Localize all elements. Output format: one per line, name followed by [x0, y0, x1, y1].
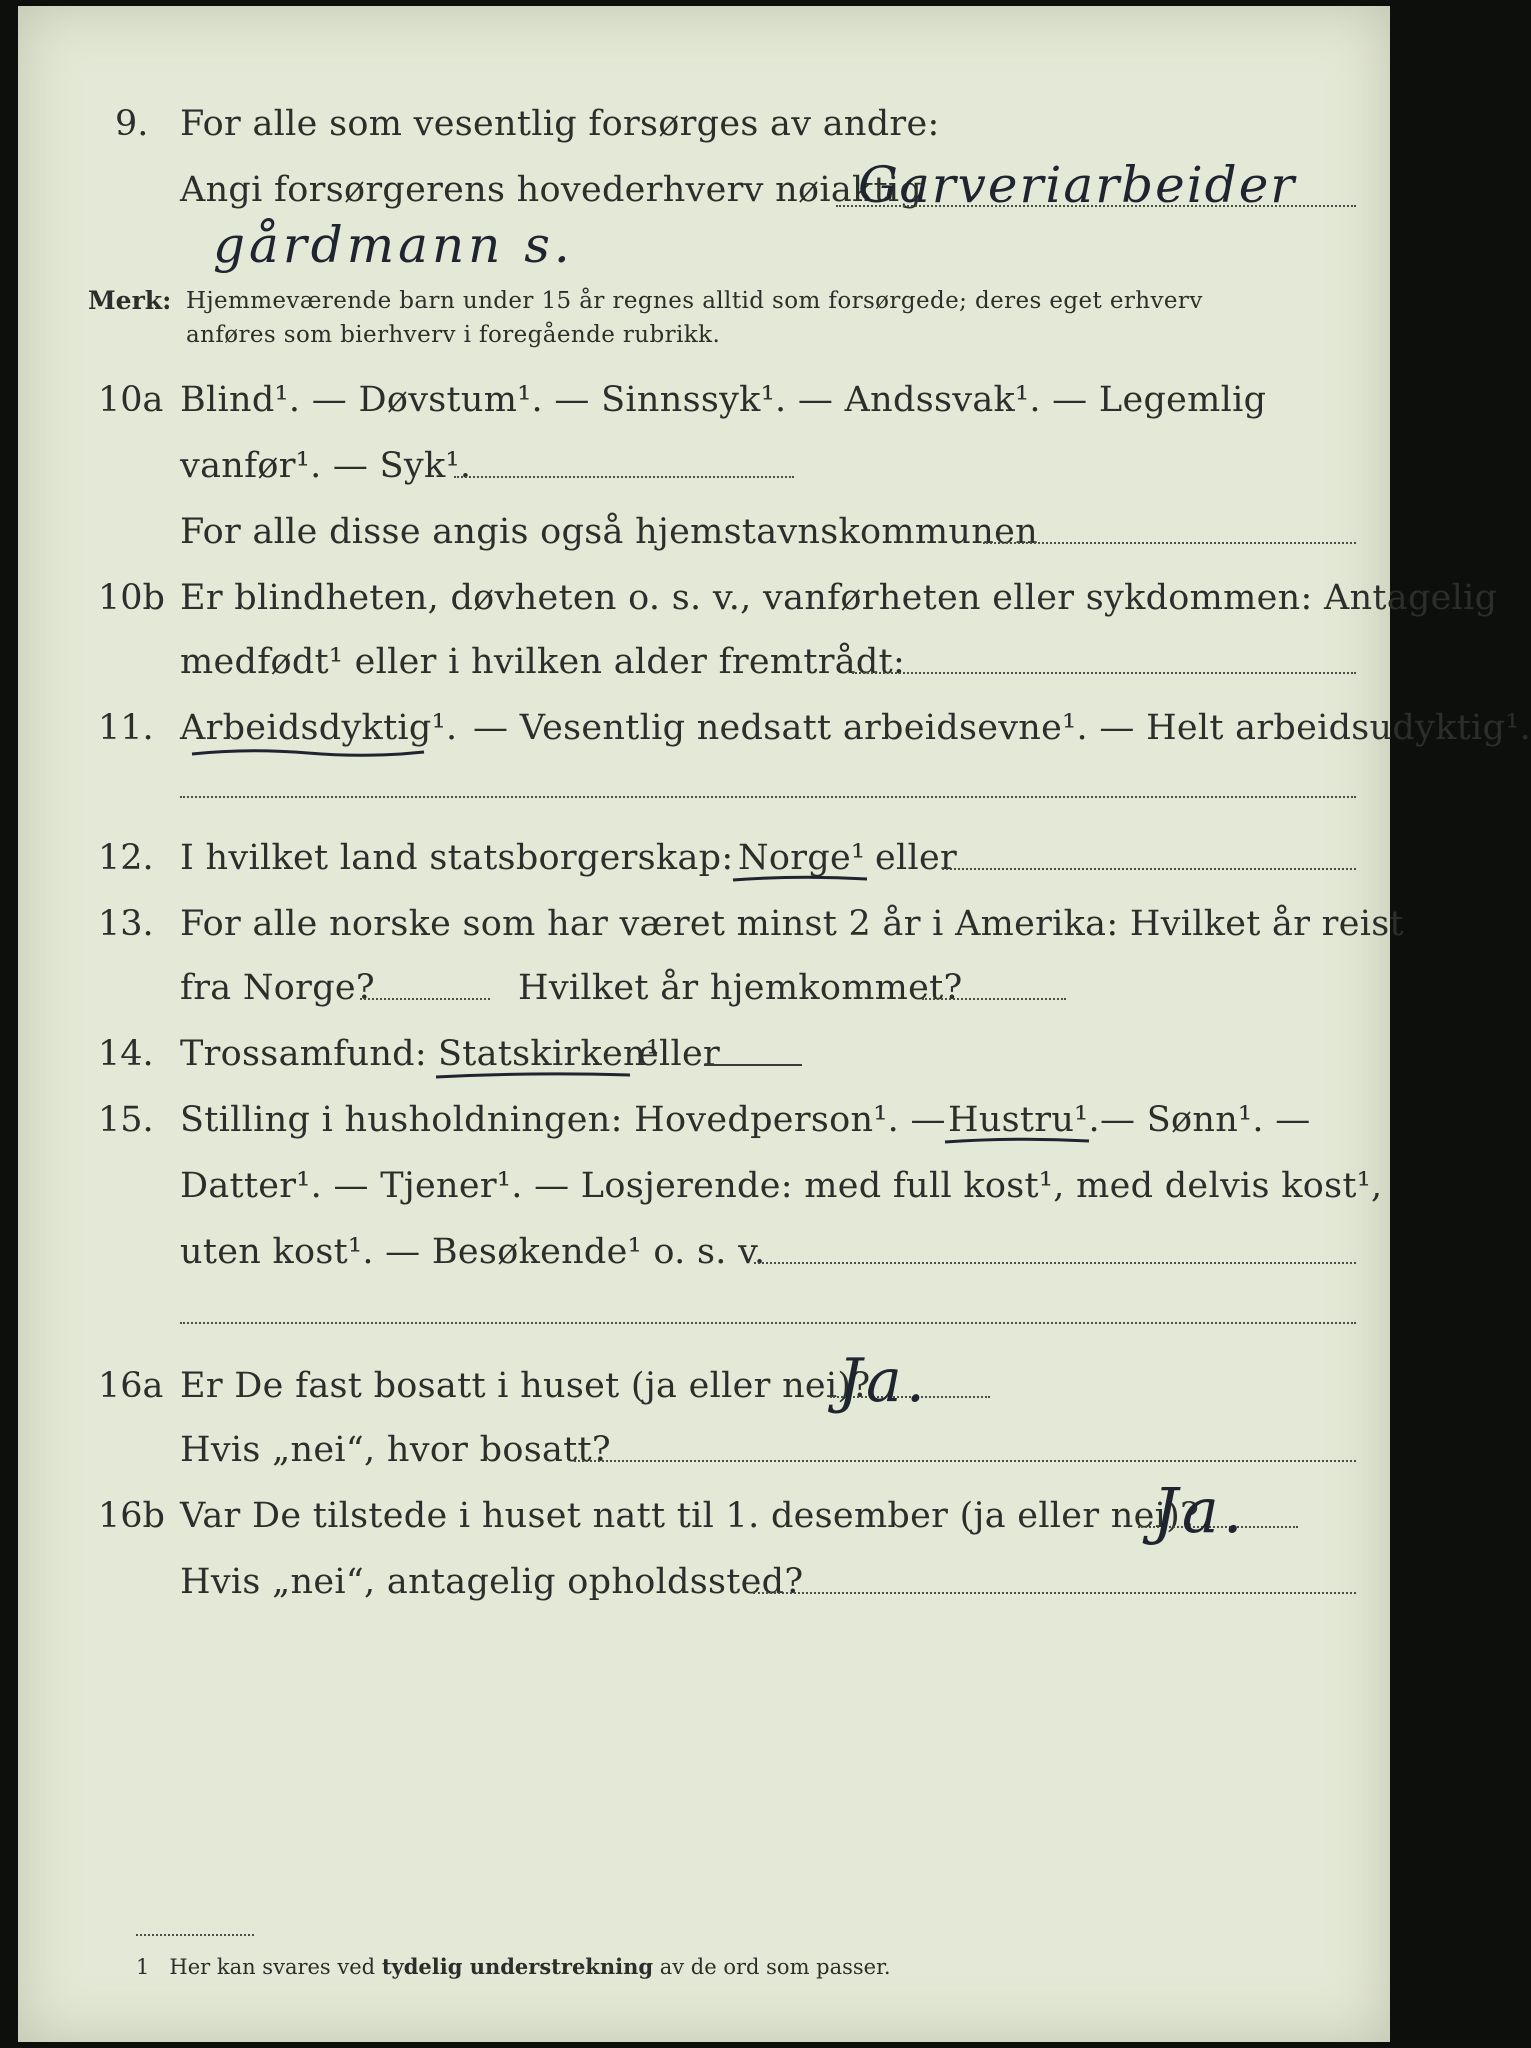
q16a-line2: Hvis „nei“, hvor bosatt? — [180, 1430, 611, 1470]
q16b-handwritten-answer: Ja. — [1153, 1474, 1247, 1547]
footnote-mark: 1 — [136, 1955, 150, 1979]
q15-number: 15. — [98, 1100, 154, 1140]
q16a-number: 16a — [98, 1366, 164, 1406]
merk-line1: Hjemmeværende barn under 15 år regnes alltid som forsørgede; deres eget erhverv — [186, 288, 1203, 314]
footnote-text-c: av de ord som passer. — [659, 1955, 891, 1979]
q16b-line1: Var De tilstede i huset natt til 1. desember (ja eller nei)? — [180, 1496, 1200, 1536]
q15-line1a: Stilling i husholdningen: Hovedperson¹. — — [180, 1100, 946, 1140]
q10a-hjemstavn-dots — [983, 542, 1356, 544]
q12-part1: I hvilket land statsborgerskap: — [180, 838, 734, 878]
q10a-line1: Blind¹. — Døvstum¹. — Sinnssyk¹. — Andssvak¹. — Legemlig — [180, 380, 1267, 420]
q9-number: 9. — [115, 104, 149, 144]
merk-line2: anføres som bierhverv i foregående rubrikk. — [186, 322, 721, 348]
q14-number: 14. — [98, 1034, 154, 1074]
q10b-line2: medfødt¹ eller i hvilken alder fremtrådt: — [180, 642, 906, 682]
q10a-line2: vanfør¹. — Syk¹. — [180, 446, 472, 486]
q12-part3: eller — [875, 838, 958, 878]
q16a-line1: Er De fast bosatt i huset (ja eller nei)? — [180, 1366, 871, 1406]
q13-number: 13. — [98, 904, 154, 944]
q10a-number: 10a — [98, 380, 164, 420]
q13-line2b: Hvilket år hjemkommet? — [518, 968, 963, 1008]
q14-part3: eller — [638, 1034, 721, 1074]
q16b-line2: Hvis „nei“, antagelig opholdssted? — [180, 1562, 804, 1602]
q9-line2: Angi forsørgerens hovederhverv nøiaktig — [180, 170, 923, 210]
footnote — [136, 1954, 891, 1979]
q15-line3: uten kost¹. — Besøkende¹ o. s. v. — [180, 1232, 766, 1272]
q15-underline-mark — [942, 1134, 1092, 1150]
q12-dots — [942, 868, 1356, 870]
q14-line — [704, 1064, 802, 1066]
q10a-line3: For alle disse angis også hjemstavnskommunen — [180, 512, 1038, 552]
q11-underline-mark — [188, 744, 428, 764]
q11-dots — [180, 796, 1356, 798]
q15-line1c: — Sønn¹. — — [1100, 1100, 1311, 1140]
q10b-dots — [852, 672, 1356, 674]
q16a-handwritten-answer: Ja. — [838, 1346, 929, 1416]
q12-number: 12. — [98, 838, 154, 878]
q10b-line1: Er blindheten, døvheten o. s. v., vanførheten eller sykdommen: Antagelig — [180, 578, 1498, 618]
q15-line2: Datter¹. — Tjener¹. — Losjerende: med full kost¹, med delvis kost¹, — [180, 1166, 1383, 1206]
q9-line1: For alle som vesentlig forsørges av andre: — [180, 104, 940, 144]
footnote-rule — [136, 1934, 254, 1936]
census-form-page — [18, 6, 1531, 2042]
q14-part1: Trossamfund: — [180, 1034, 427, 1074]
q10b-number: 10b — [98, 578, 165, 618]
q13-line1: For alle norske som har været minst 2 år i Amerika: Hvilket år reist — [180, 904, 1404, 944]
q12-part2: Norge¹ — [738, 838, 866, 878]
q15-extra-dots — [180, 1322, 1356, 1324]
q14-part2: Statskirken¹ — [438, 1034, 661, 1074]
q11-number: 11. — [98, 708, 154, 748]
q9-handwritten-answer-2: gårdmann s. — [213, 216, 574, 274]
q12-underline-mark — [730, 872, 870, 888]
q16a-bosatt-dots — [574, 1460, 1356, 1462]
footnote-text-b: tydelig understrekning — [381, 1954, 654, 1979]
q13-reist-dots — [360, 998, 490, 1000]
footnote-text-a: Her kan svares ved — [169, 1955, 376, 1979]
q14-underline-mark — [433, 1068, 633, 1084]
q15-line1b: Hustru¹. — [948, 1100, 1100, 1140]
merk-label: Merk: — [88, 286, 172, 315]
q10a-syk-dots — [454, 476, 794, 478]
q16b-number: 16b — [98, 1496, 165, 1536]
q13-hjemkommet-dots — [922, 998, 1066, 1000]
q11-part2: — Vesentlig nedsatt arbeidsevne¹. — Helt arbeidsudyktig¹. — [473, 708, 1531, 748]
q16b-opholdssted-dots — [753, 1592, 1356, 1594]
q13-line2a: fra Norge? — [180, 968, 375, 1008]
q15-besokende-dots — [754, 1262, 1356, 1264]
q9-handwritten-answer-1: Garveriarbeider — [858, 156, 1297, 214]
q11-part1: Arbeidsdyktig¹. — [180, 708, 458, 748]
